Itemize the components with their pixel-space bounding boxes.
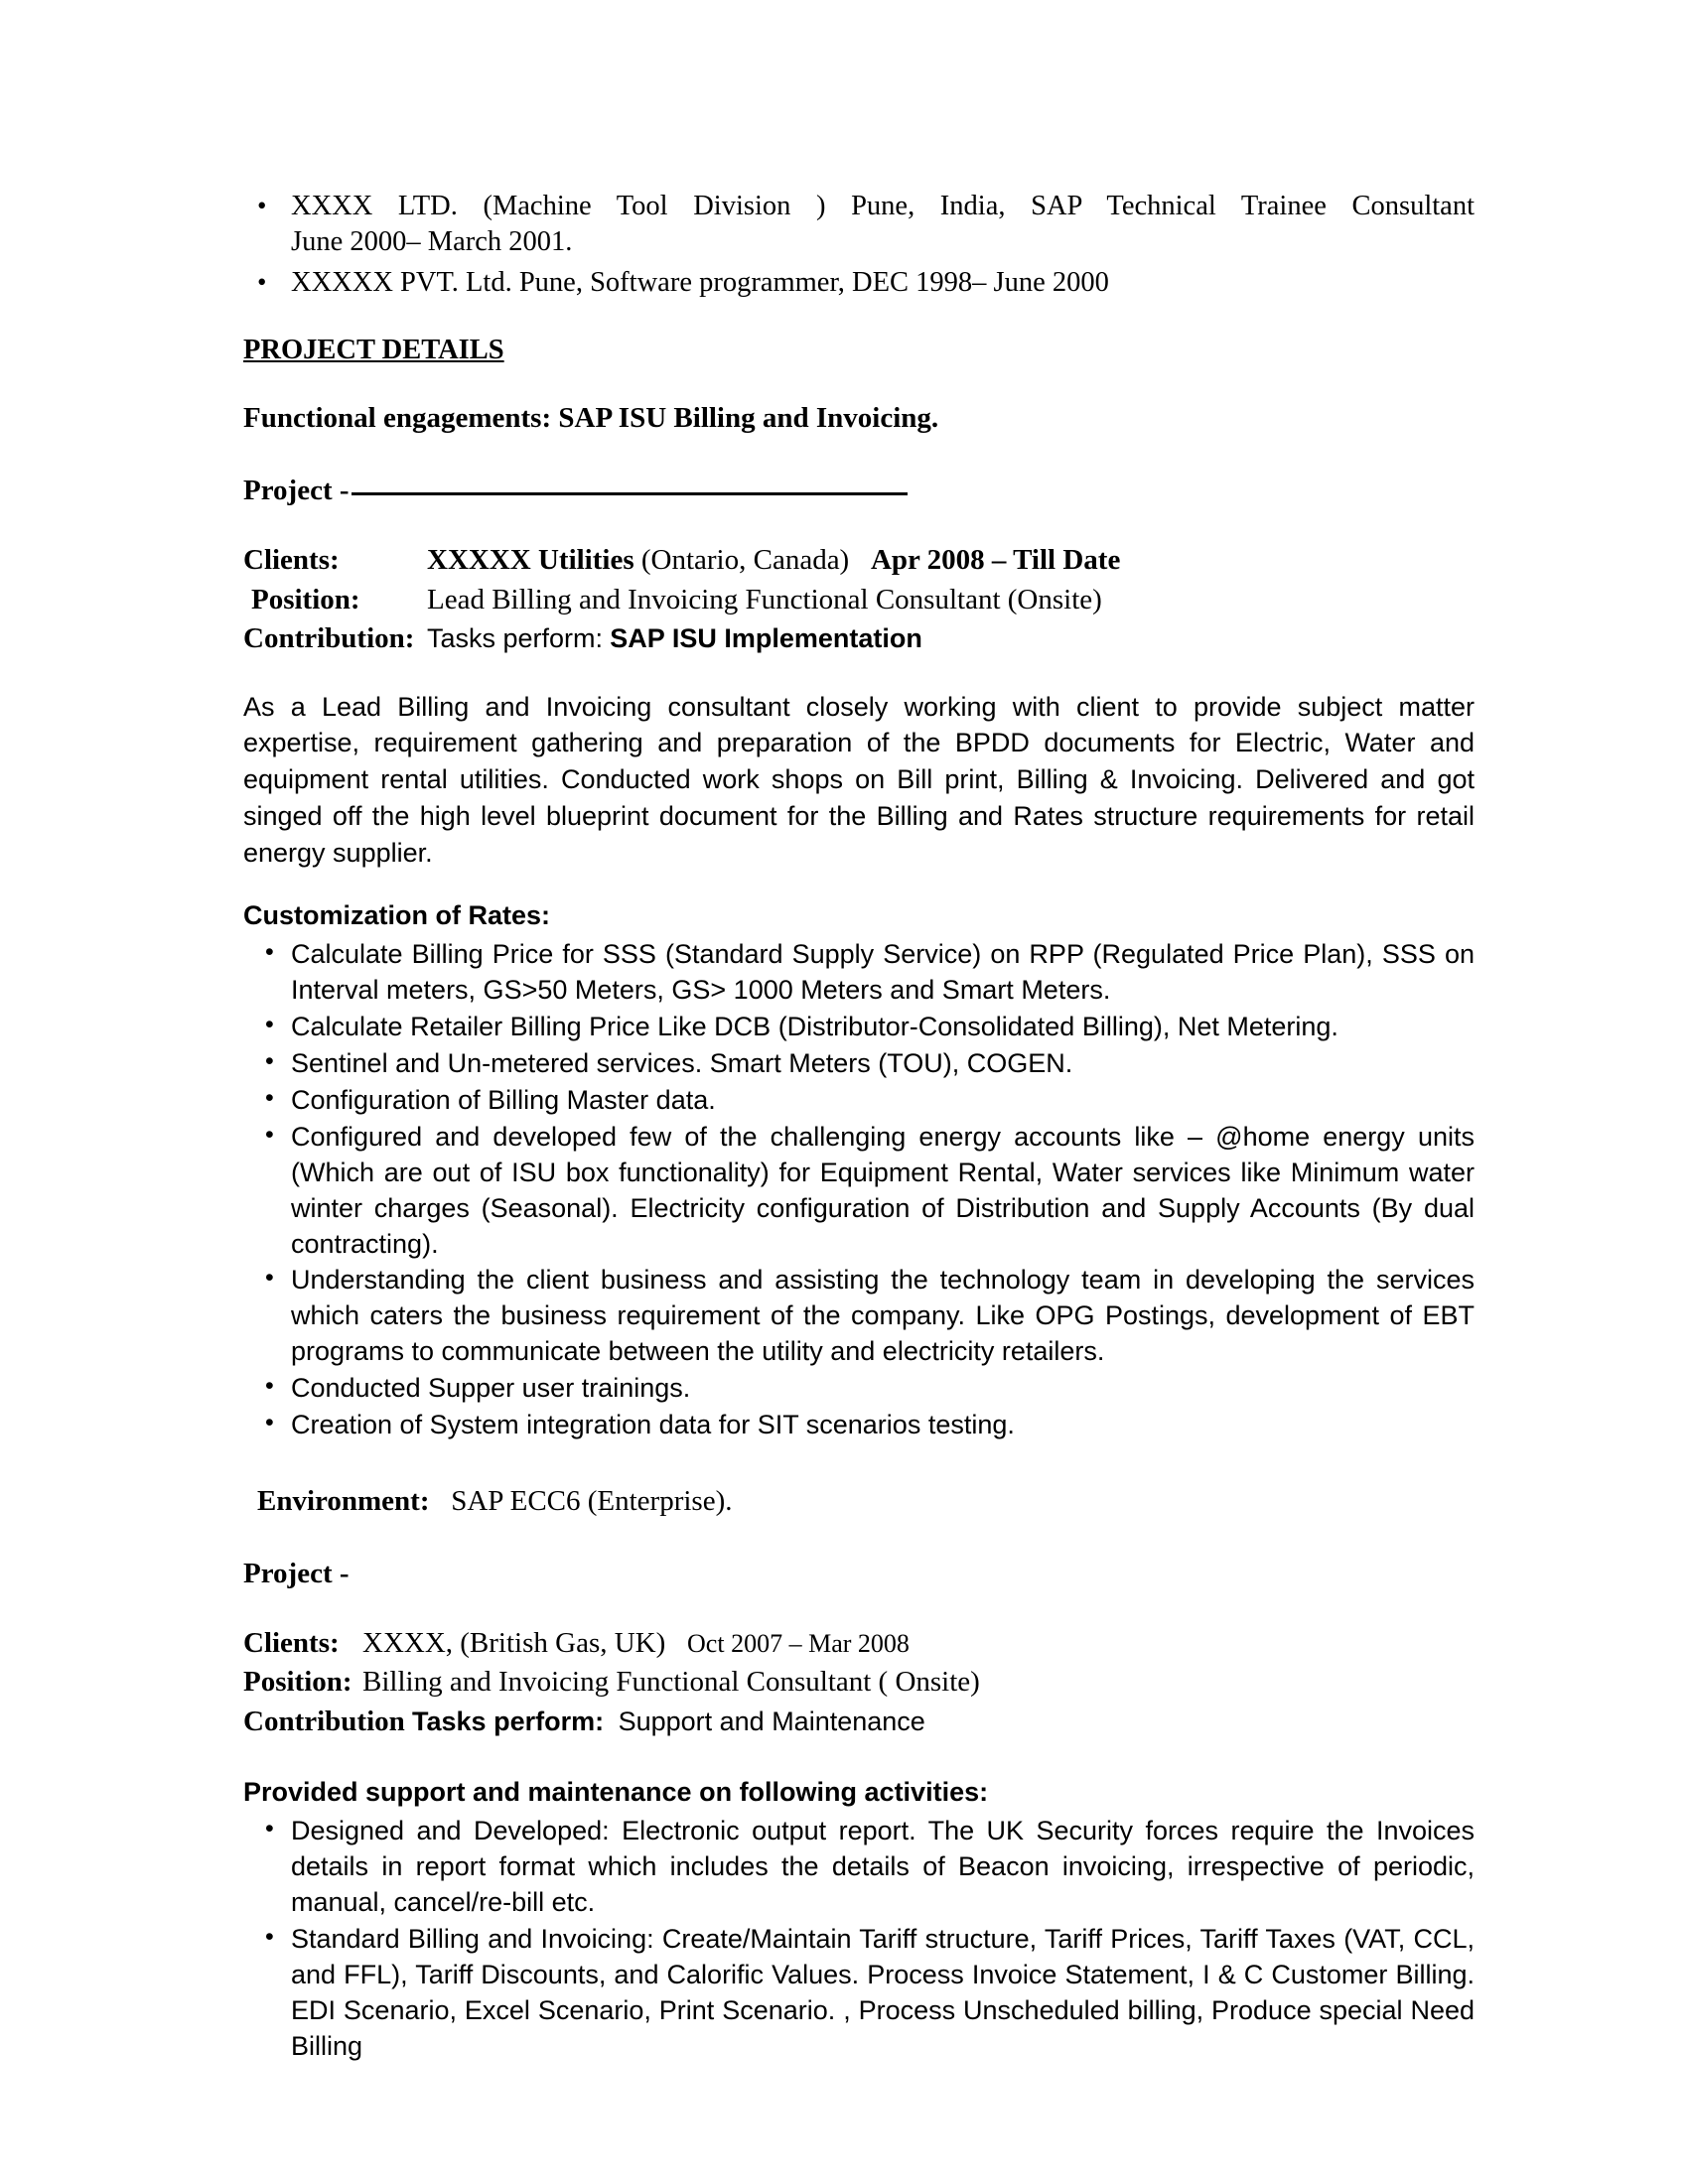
list-item: • Sentinel and Un-metered services. Smart Meters (TOU), COGEN. [243,1046,1475,1082]
list-item: • Calculate Retailer Billing Price Like DCB (Distributor-Consolidated Billing), Net Metering. [243,1010,1475,1045]
project-1-summary: As a Lead Billing and Invoicing consultant closely working with client to provide subject matter expertise, requirement gathering and preparation of the BPDD documents for Electric, Water and equipment rental utilities. Conducted work shops on Bill print, Billing & Invoicing. Delivered and got singed off the high level blueprint document for the Billing and Rates structure requirements for retail energy supplier. [243,691,1475,868]
clients-dates: Apr 2008 – Till Date [870,544,1121,577]
list-item: • Creation of System integration data for SIT scenarios testing. [243,1408,1475,1443]
contribution-value: SAP ISU Implementation [610,623,922,654]
clients-row [243,1624,1475,1663]
position-row [243,1663,1475,1702]
clients-value: XXXXX Utilities [427,544,634,577]
position-label: Position: [243,1666,352,1699]
project-rule [352,492,908,495]
clients-row [243,541,1475,580]
employment-list [243,189,1475,301]
contribution-label: Contribution [243,1705,405,1737]
employment-line-2: June 2000– March 2001. [291,226,573,258]
list-item: • Conducted Supper user trainings. [243,1371,1475,1407]
project-label: Project - [243,475,350,507]
list-item: • Understanding the client business and assisting the technology team in developing the services which caters the business requirement of the company. Like OPG Postings, development of EBT programs to communicate between the utility and electricity retailers. [243,1263,1475,1370]
list-item: • Configuration of Billing Master data. [243,1083,1475,1119]
contribution-label: Contribution: [243,622,415,655]
list-item: • Calculate Billing Price for SSS (Standard Supply Service) on RPP (Regulated Price Plan), SSS on Interval meters, GS>50 Meters, GS> 1000 Meters and Smart Meters. [243,937,1475,1009]
project-label: Project - [243,1558,350,1589]
clients-dates: Oct 2007 – Mar 2008 [687,1629,910,1658]
list-item: • Designed and Developed: Electronic output report. The UK Security forces require the Invoices details in report format which includes the details of Beacon invoicing, irrespective of periodic, manual, cancel/re-bill etc. [243,1814,1475,1921]
support-heading: Provided support and maintenance on following activities: [243,1777,989,1808]
project-heading-1 [243,475,1475,507]
project-heading-2 [243,1558,1475,1590]
project-2-meta [243,1624,1475,1741]
clients-label: Clients: [243,544,340,577]
employment-line-1: • XXXX LTD. (Machine Tool Division ) Pune, India, SAP Technical Trainee Consultant [291,191,1475,221]
environment-value: SAP ECC6 (Enterprise). [451,1485,733,1517]
contribution-prefix: Tasks perform: [412,1706,605,1736]
customization-heading: Customization of Rates: [243,900,551,931]
environment-label: Environment: [257,1485,430,1517]
clients-value: XXXX, (British Gas, UK) [362,1627,666,1659]
contribution-row [243,1703,1475,1741]
project-1-meta [243,541,1475,658]
section-title-project-details: PROJECT DETAILS [243,335,504,366]
position-value: Billing and Invoicing Functional Consultant ( Onsite) [362,1666,980,1699]
list-item [243,265,1475,301]
position-value: Lead Billing and Invoicing Functional Consultant (Onsite) [427,583,1102,615]
clients-location: (Ontario, Canada) [640,544,850,577]
employment-line-1: XXXXX PVT. Ltd. Pune, Software programmer, DEC 1998– June 2000 [291,266,1109,298]
functional-engagements-heading: Functional engagements: SAP ISU Billing and Invoicing. [243,402,939,435]
list-item: • Standard Billing and Invoicing: Create/Maintain Tariff structure, Tariff Prices, Tariff Taxes (VAT, CCL, and FFL), Tariff Discounts, and Calorific Values. Process Invoice Statement, I & C Customer Billing. EDI Scenario, Excel Scenario, Print Scenario. , Process Unscheduled billing, Produce special Need Billing [243,1922,1475,2065]
contribution-value: Support and Maintenance [618,1706,925,1736]
list-item [243,189,1475,261]
environment-row [257,1485,1475,1518]
clients-label: Clients: [243,1627,340,1659]
project-1-bullets [243,937,1475,1443]
position-label: Position: [251,583,360,615]
position-row [243,581,1475,619]
contribution-row [243,619,1475,658]
contribution-prefix: Tasks perform: [427,623,604,654]
list-item: • Configured and developed few of the challenging energy accounts like – @home energy units (Which are out of ISU box functionality) for Equipment Rental, Water services like Minimum water winter charges (Seasonal). Electricity configuration of Distribution and Supply Accounts (By dual contracting). [243,1120,1475,1263]
project-2-bullets [243,1814,1475,2064]
